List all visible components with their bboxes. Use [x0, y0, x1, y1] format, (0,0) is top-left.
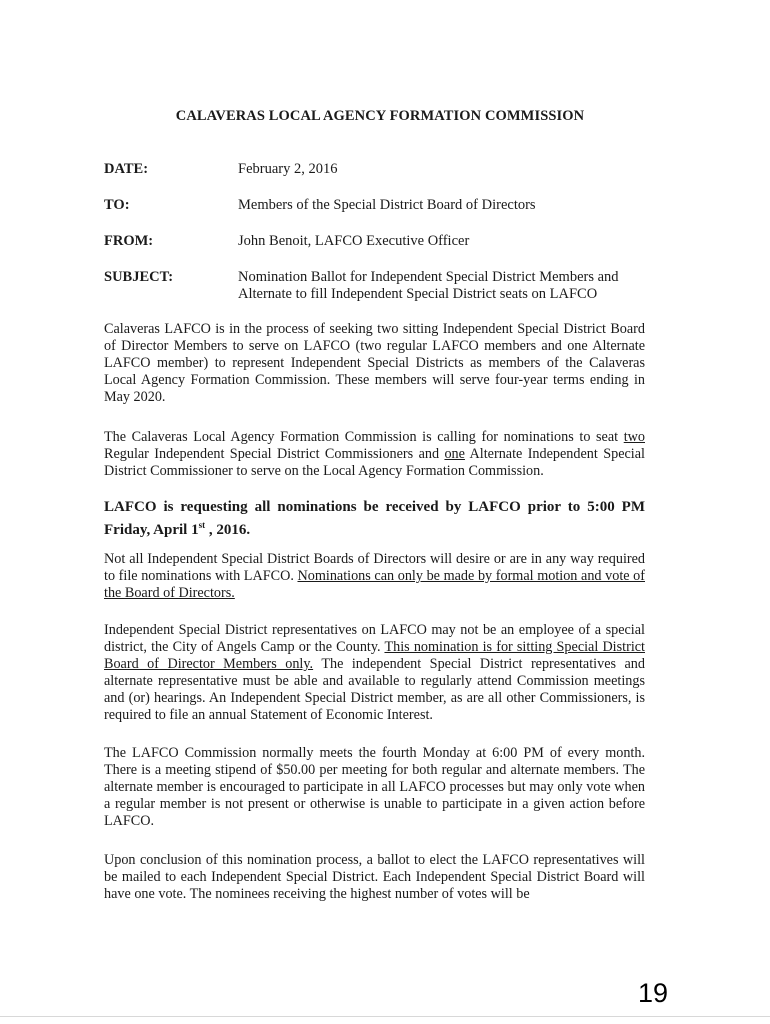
page-number: 19: [638, 978, 669, 1008]
document-title: CALAVERAS LOCAL AGENCY FORMATION COMMISSION: [175, 108, 585, 124]
paragraph-nominations-call: The Calaveras Local Agency Formation Commission is calling for nominations to seat two Regular Independent Special District Commissioners and one Alternate Independent Special District Commissioner to serve on the Local Agency Formation Commission.: [104, 429, 645, 479]
to-value: Members of the Special District Board of Directors: [238, 197, 536, 213]
from-label: FROM:: [104, 233, 154, 249]
subject-value: Nomination Ballot for Independent Special District Members and Alternate to fill Independent Special District seats on LAFCO: [238, 269, 619, 302]
paragraph-intro: Calaveras LAFCO is in the process of seeking two sitting Independent Special District Board of Director Members to serve on LAFCO (two regular LAFCO members and one Alternate LAFCO member) to represent Independent Special Districts as members of the Calaveras Local Agency Formation Commission. These members will serve four-year terms ending in May 2020.: [104, 321, 645, 405]
from-value: John Benoit, LAFCO Executive Officer: [238, 233, 470, 249]
date-label: DATE:: [104, 161, 149, 177]
date-value: February 2, 2016: [238, 161, 338, 177]
to-label: TO:: [104, 197, 130, 213]
paragraph-ballot: Upon conclusion of this nomination process, a ballot to elect the LAFCO representatives will be mailed to each Independent Special District. Each Independent Special District Board will have one vote. The nominees receiving the highest number of votes will be: [104, 852, 645, 902]
paragraph-requirements: Not all Independent Special District Boards of Directors will desire or are in any way required to file nominations with LAFCO. Nominations can only be made by formal motion and vote of the Board of Directors.: [104, 551, 645, 601]
subject-label: SUBJECT:: [104, 269, 174, 285]
bottom-divider: [0, 1016, 770, 1017]
paragraph-deadline: LAFCO is requesting all nominations be received by LAFCO prior to 5:00 PM Friday, April 1st , 2016.: [104, 499, 645, 538]
paragraph-meetings: The LAFCO Commission normally meets the fourth Monday at 6:00 PM of every month. There is a meeting stipend of $50.00 per meeting for both regular and alternate members. The alternate member is encouraged to participate in all LAFCO processes but may only vote when a regular member is not present or otherwise is unable to participate in a given action before LAFCO.: [104, 745, 645, 829]
paragraph-eligibility: Independent Special District representatives on LAFCO may not be an employee of a special district, the City of Angels Camp or the County. This nomination is for sitting Special District Board of Director Members only. The independent Special District representatives and alternate representative must be able and available to regularly attend Commission meetings and (or) hearings. An Independent Special District member, as are all other Commissioners, is required to file an annual Statement of Economic Interest.: [104, 622, 645, 723]
